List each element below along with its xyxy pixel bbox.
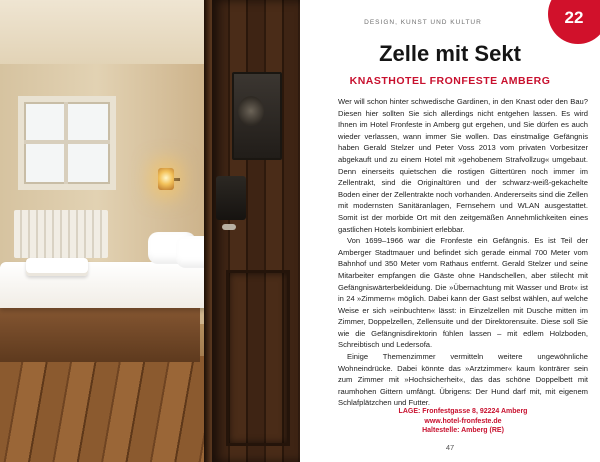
page-title: Zelle mit Sekt [379, 41, 521, 66]
body-text [338, 96, 588, 409]
paragraph: Von 1699–1966 war die Fronfeste ein Gefängnis. Es ist Teil der Amberger Stadtmauer und befindet sich gerade einmal 700 Meter vom Bahnhof und 350 Meter vom Rathaus entfernt. Gerald Stelzer und seine Mitarbeiter empfangen die Gäste ohne Handschellen, aber stilecht mit Gefängniswärterbekleidung. Die »Übernachtung mit Wasser und Brot« ist in 24 »Zimmern« möglich. Dabei kann der Gast selbst wählen, auf welche Weise er sich »einbuchten« lässt: in Einzelzellen mit Dusche mitten im Zimmer, Doppelzellen, Zellensuite und der Direktorensuite. Diese soll Sie wie die Gefängnisdirektorin fühlen lassen – mit edlem Holzboden, Schreibtisch und Ledersofa. [338, 236, 588, 350]
door-lock [216, 176, 246, 220]
door-handle [222, 224, 236, 230]
info-website[interactable]: www.hotel-fronfeste.de [424, 417, 502, 425]
door-bolt [238, 96, 264, 126]
door-panel [226, 270, 290, 446]
cell-window [18, 96, 116, 190]
wall-lamp [158, 168, 174, 190]
window-transom [24, 140, 110, 144]
paragraph: Wer will schon hinter schwedische Gardinen, in den Knast oder den Bau? Diesen hier sollten Sie sich allerdings nicht entgehen lassen. Es wird Ihnen im Hotel Fronfeste in Amberg gut ergehen, und Sie dürfen es auch wieder verlassen, wann immer Sie wollen. Das einstmalige Gefängnis haben Gerald Stelzer und Peter Voss 2013 vom privaten Vorbesitzer abgekauft und zu einem Hotel mit »gehobenem Strafvollzug« umgebaut. Denn einerseits quietschen die rostigen Gittertüren noch immer im Zellentrakt, sind die Originaltüren und der schwarz-weiß-gekachelte Boden einer der Zellentrakte noch vorhanden. Andererseits sind die Zellen mit modernsten Sanitäranlagen, Fernsehern und WLAN ausgestattet. Somit ist der morbide Ort mit den zeitgemäßen Annehmlichkeiten eines gastlichen Hotels kombiniert erlebbar. [338, 97, 588, 234]
running-head: DESIGN, KUNST UND KULTUR [364, 19, 482, 26]
folded-towels [26, 258, 88, 276]
info-stop: Haltestelle: Amberg (RE) [422, 427, 504, 435]
text-page [300, 0, 600, 462]
page-number: 47 [445, 443, 455, 452]
bed-frame [0, 300, 200, 362]
page-subtitle: KNASTHOTEL FRONFESTE AMBERG [349, 75, 551, 87]
info-location: LAGE: Fronfestgasse 8, 92224 Amberg [398, 408, 528, 415]
wooden-floor [0, 356, 230, 462]
chapter-number: 22 [564, 8, 584, 27]
radiator [14, 210, 108, 258]
paragraph: Einige Themenzimmer vermitteln weitere ungewöhnliche Wohneindrücke. Dabei könnte das »Arztzimmer« kaum konträrer sein zum Zimmer mit »Hochsicherheit«, das das schöne Doppelbett mit raumhohen Gittern umfängt. Übrigens: Der Hund darf mit, mit eigenem Schlafplätzchen und Futter. [338, 352, 588, 408]
info-box [338, 407, 588, 436]
